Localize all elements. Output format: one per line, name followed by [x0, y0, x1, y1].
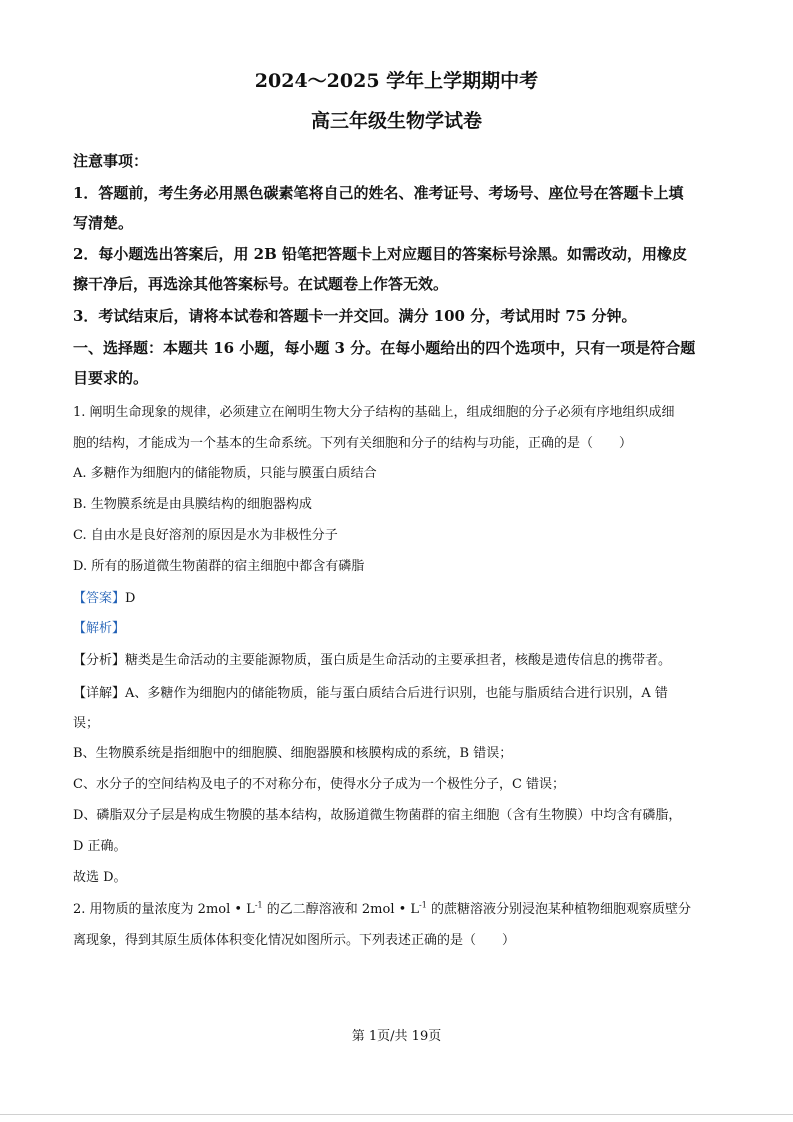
- q2-stem-part-2: 的乙二醇溶液和 2mol • L: [262, 902, 420, 917]
- analysis-tag: 【解析】: [73, 621, 126, 636]
- q2-superscript-1: -1: [254, 900, 263, 910]
- answer-value: D: [125, 591, 136, 606]
- fenxi-text: 糖类是生命活动的主要能源物质，蛋白质是生命活动的主要承担者，核酸是遗传信息的携带者。: [125, 653, 672, 668]
- question-1-detail-a-line-2: 误；: [73, 716, 100, 731]
- q2-stem-part-3: 的蔗糖溶液分别浸泡某种植物细胞观察质壁分: [426, 902, 691, 917]
- question-1-detail-c: C、水分子的空间结构及电子的不对称分布，使得水分子成为一个极性分子，C 错误；: [73, 777, 566, 792]
- question-1-option-c: C. 自由水是良好溶剂的原因是水为非极性分子: [73, 528, 338, 543]
- question-1-detail-a-line-1: [73, 682, 668, 701]
- question-2-stem-line-1: [73, 898, 691, 917]
- question-1-detail-d-line-1: D、磷脂双分子层是构成生物膜的基本结构，故肠道微生物菌群的宿主细胞（含有生物膜）中均含有磷脂，: [73, 808, 682, 823]
- answer-tag: 【答案】: [73, 591, 126, 606]
- fenxi-tag: 【分析】: [73, 653, 126, 668]
- question-1-option-b: B. 生物膜系统是由具膜结构的细胞器构成: [73, 497, 312, 512]
- detail-tag: 【详解】: [73, 686, 126, 701]
- notice-item-1-line-1: 1．答题前，考生务必用黑色碳素笔将自己的姓名、准考证号、考场号、座位号在答题卡上填: [73, 184, 684, 202]
- q2-stem-part-1: 2. 用物质的量浓度为 2mol • L: [73, 902, 255, 917]
- notice-item-2-line-1: 2．每小题选出答案后，用 2B 铅笔把答题卡上对应题目的答案标号涂黑。如需改动，用橡皮: [73, 245, 688, 263]
- notice-item-3: 3．考试结束后，请将本试卷和答题卡一并交回。满分 100 分，考试用时 75 分钟。: [73, 307, 637, 325]
- section-1-heading-line-2: 目要求的。: [73, 369, 149, 387]
- question-1-conclusion: 故选 D。: [73, 870, 127, 885]
- page-bottom-rule: [0, 1114, 793, 1115]
- question-1-stem-line-2: 胞的结构，才能成为一个基本的生命系统。下列有关细胞和分子的结构与功能，正确的是（ ）: [73, 436, 633, 451]
- notice-item-2-line-2: 擦干净后，再选涂其他答案标号。在试题卷上作答无效。: [73, 275, 449, 293]
- question-1-answer: [73, 587, 135, 606]
- detail-a-text: A、多糖作为细胞内的储能物质，能与蛋白质结合后进行识别，也能与脂质结合进行识别，A 错: [125, 686, 668, 701]
- question-1-detail-d-line-2: D 正确。: [73, 839, 127, 854]
- exam-title: 2024～2025 学年上学期期中考: [254, 70, 539, 92]
- notice-item-1-line-2: 写清楚。: [73, 214, 134, 232]
- q2-superscript-2: -1: [419, 900, 427, 910]
- question-2-stem-line-2: 离现象，得到其原生质体体积变化情况如图所示。下列表述正确的是（ ）: [73, 933, 516, 948]
- question-1-detail-b: B、生物膜系统是指细胞中的细胞膜、细胞器膜和核膜构成的系统，B 错误；: [73, 746, 513, 761]
- exam-subtitle: 高三年级生物学试卷: [310, 110, 482, 132]
- question-1-option-a: A. 多糖作为细胞内的储能物质，只能与膜蛋白质结合: [73, 466, 377, 481]
- notice-heading: 注意事项：: [73, 152, 149, 170]
- question-1-stem-line-1: 1. 阐明生命现象的规律，必须建立在阐明生物大分子结构的基础上，组成细胞的分子必须有序地组织成细: [73, 405, 675, 420]
- section-1-heading-line-1: 一、选择题：本题共 16 小题，每小题 3 分。在每小题给出的四个选项中，只有一项是符合题: [73, 339, 696, 357]
- question-1-fenxi: [73, 649, 671, 668]
- page-footer: 第 1页/共 19页: [351, 1029, 442, 1044]
- question-1-option-d: D. 所有的肠道微生物菌群的宿主细胞中都含有磷脂: [73, 559, 365, 574]
